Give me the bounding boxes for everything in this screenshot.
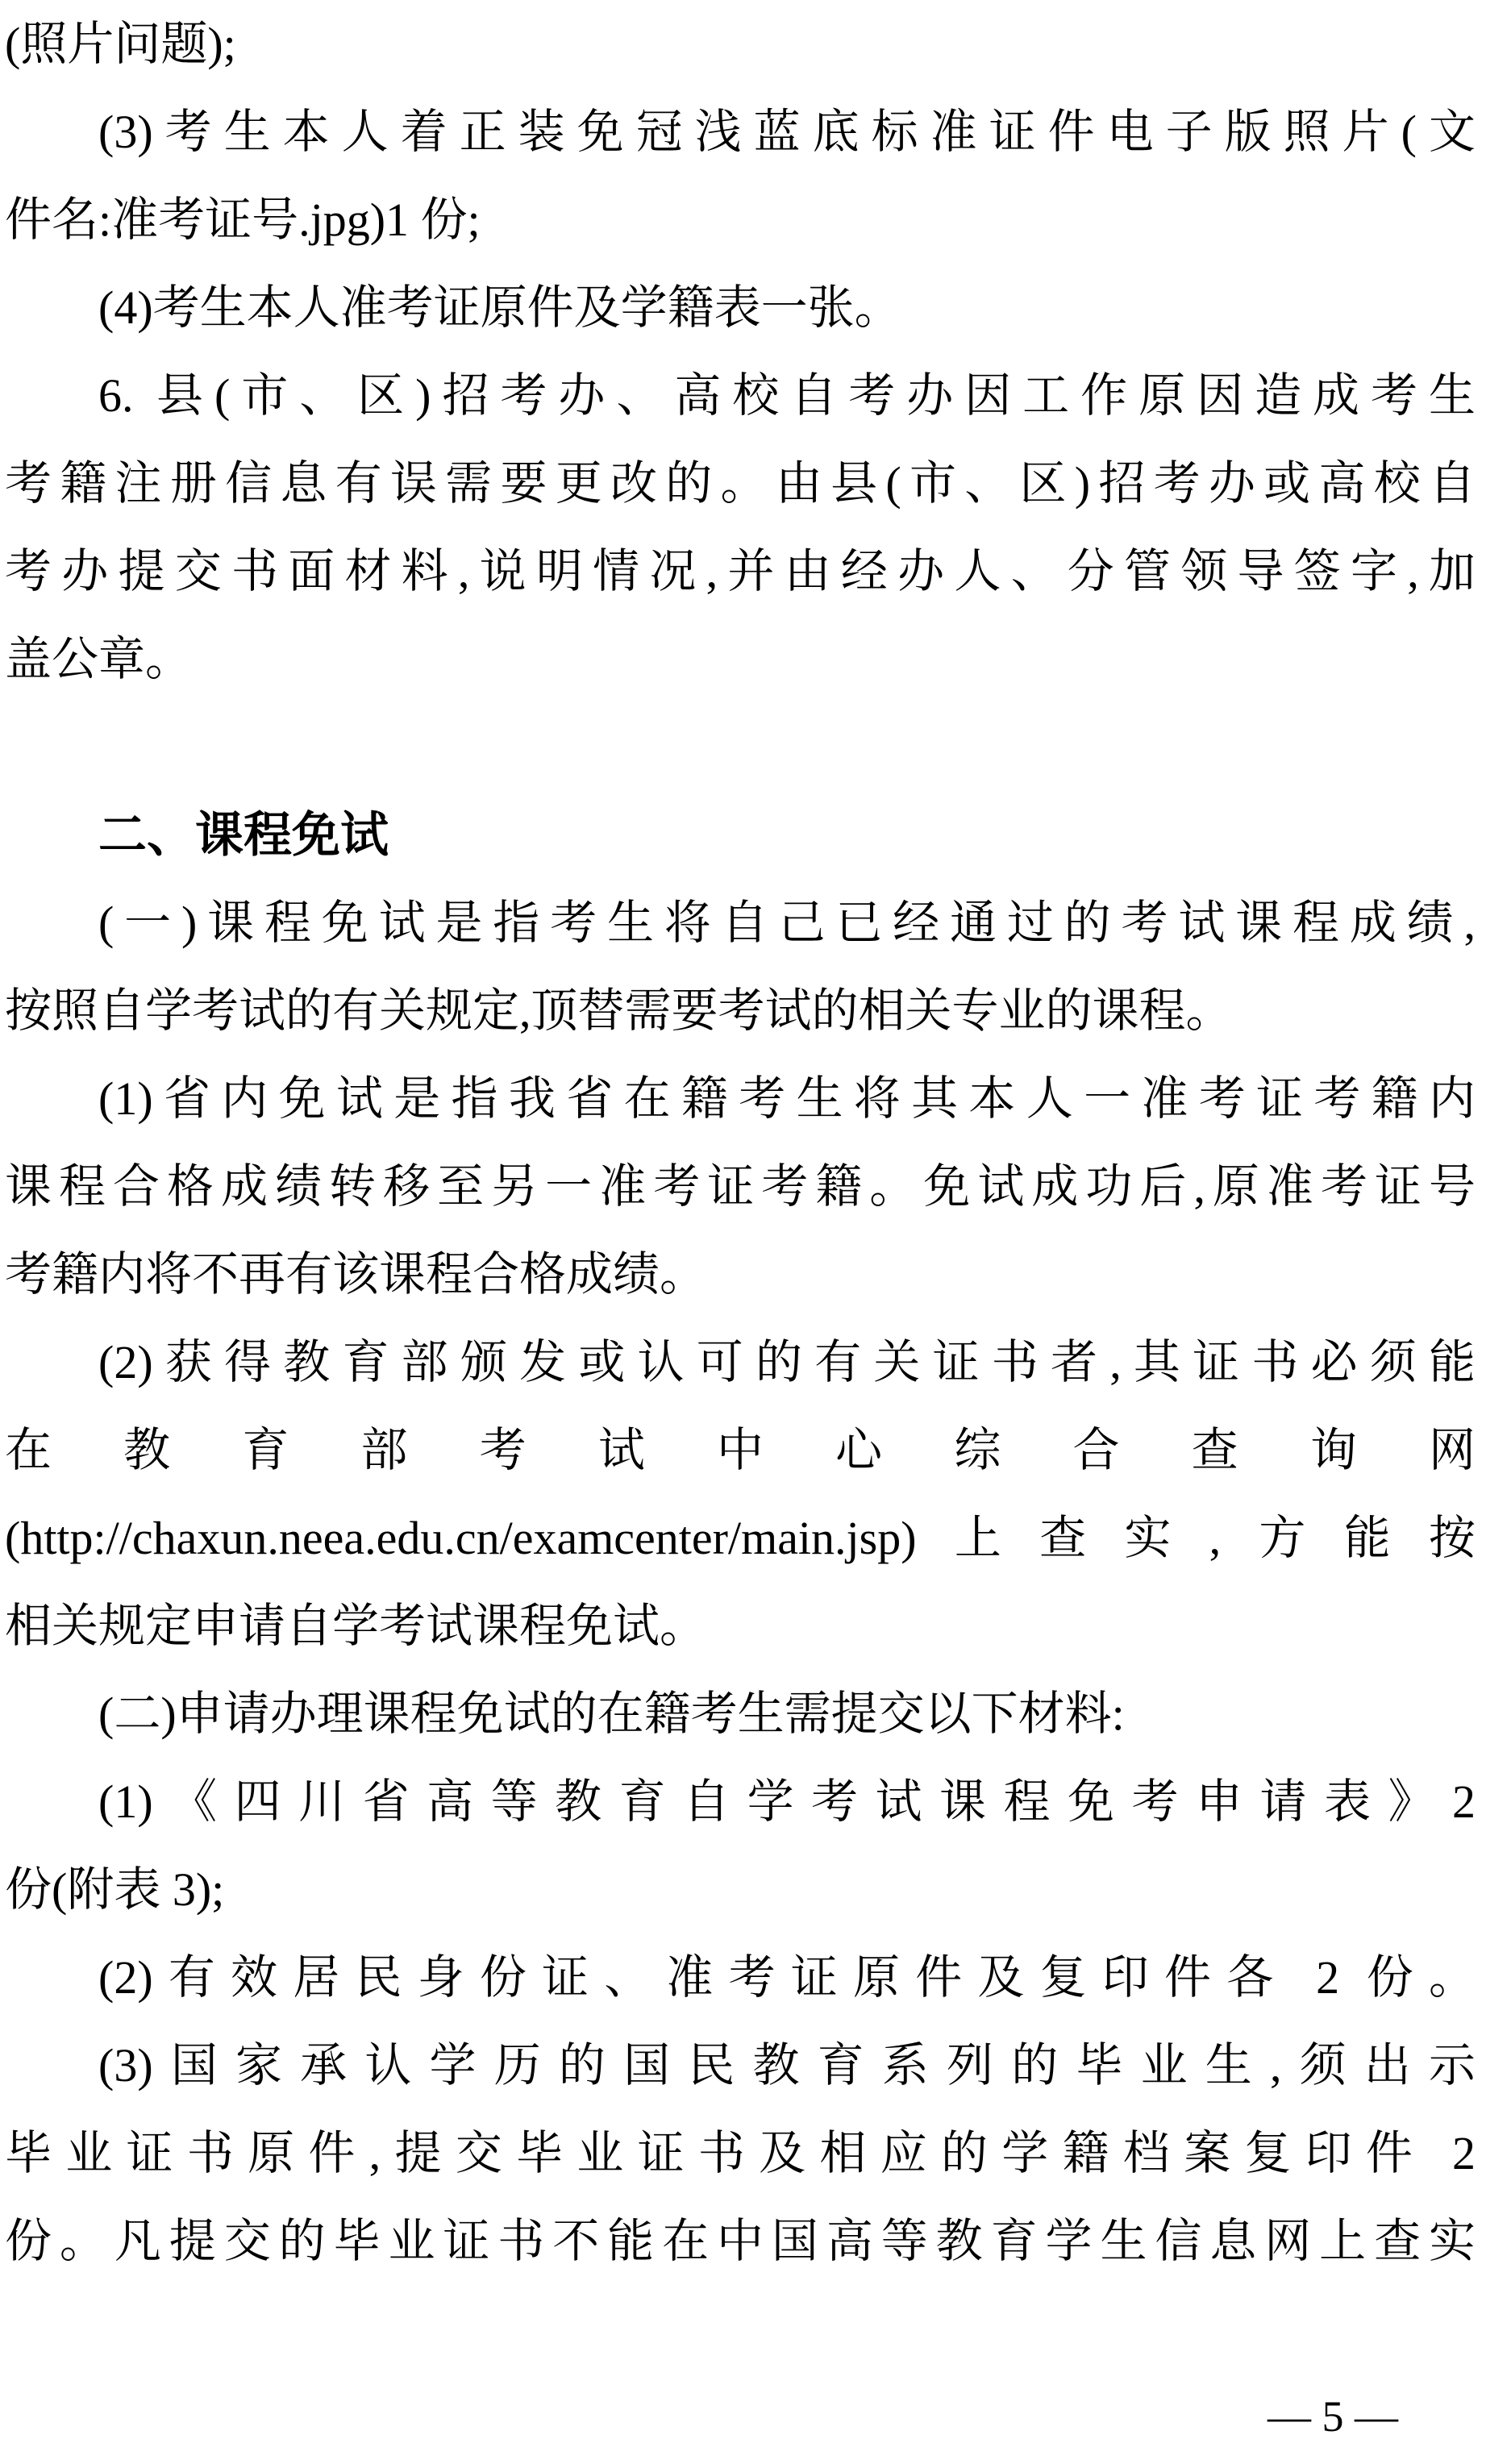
- text-line: 份(附表 3);: [5, 1863, 225, 1916]
- text-line: 课程合格成绩转移至另一准考证考籍。免试成功后,原准考证号: [5, 1160, 1476, 1213]
- text-line: 在教育部考试中心综合查询网: [5, 1424, 1476, 1476]
- text-line: 按照自学考试的有关规定,顶替需要考试的相关专业的课程。: [5, 984, 1233, 1037]
- paragraph: [5, 88, 1476, 264]
- paragraph: [5, 1670, 1476, 1758]
- text-line: (3)国家承认学历的国民教育系列的毕业生,须出示: [98, 2039, 1476, 2091]
- page-number: — 5 —: [1267, 2392, 1398, 2441]
- paragraph: [5, 264, 1476, 352]
- text-line: 相关规定申请自学考试课程免试。: [5, 1600, 707, 1652]
- text-line: (1)《四川省高等教育自学考试课程免考申请表》2: [98, 1775, 1476, 1828]
- text-line: (二)申请办理课程免试的在籍考生需提交以下材料:: [98, 1688, 1125, 1740]
- text-line: 盖公章。: [5, 633, 193, 685]
- paragraph: [5, 352, 1476, 703]
- text-line: 件名:准考证号.jpg)1 份;: [5, 194, 481, 246]
- paragraph: [5, 2021, 1476, 2285]
- text-line: (http://chaxun.neea.edu.cn/examcenter/main.jsp)上查实,方能按: [5, 1512, 1476, 1564]
- paragraph: [5, 1758, 1476, 1933]
- paragraph: [5, 1055, 1476, 1318]
- paragraph: [5, 1318, 1476, 1670]
- text-line: (4)考生本人准考证原件及学籍表一张。: [98, 281, 901, 334]
- text-line: (3)考生本人着正装免冠浅蓝底标准证件电子版照片(文: [98, 106, 1476, 158]
- text-line: (2)获得教育部颁发或认可的有关证书者,其证书必须能: [98, 1336, 1476, 1388]
- text-line: (照片问题);: [5, 18, 236, 70]
- section-heading: [5, 791, 1476, 879]
- text-line: 份。凡提交的毕业证书不能在中国高等教育学生信息网上查实: [5, 2215, 1476, 2267]
- text-line: 考办提交书面材料,说明情况,并由经办人、分管领导签字,加: [5, 545, 1476, 597]
- text-line: 二、课程免试: [98, 808, 389, 862]
- text-line: 考籍注册信息有误需要更改的。由县(市、区)招考办或高校自: [5, 457, 1476, 510]
- text-line: 考籍内将不再有该课程合格成绩。: [5, 1248, 707, 1301]
- text-line: (一)课程免试是指考生将自己已经通过的考试课程成绩,: [98, 897, 1476, 949]
- text-line: (1)省内免试是指我省在籍考生将其本人一准考证考籍内: [98, 1072, 1476, 1125]
- text-line: 毕业证书原件,提交毕业证书及相应的学籍档案复印件 2: [5, 2127, 1476, 2179]
- text-line: 6. 县(市、区)招考办、高校自考办因工作原因造成考生: [98, 369, 1476, 422]
- page-footer: [0, 2373, 1511, 2461]
- paragraph: [5, 0, 1476, 88]
- paragraph: [5, 879, 1476, 1055]
- text-line: (2)有效居民身份证、准考证原件及复印件各 2 份。: [98, 1951, 1476, 2004]
- paragraph: [5, 1933, 1476, 2021]
